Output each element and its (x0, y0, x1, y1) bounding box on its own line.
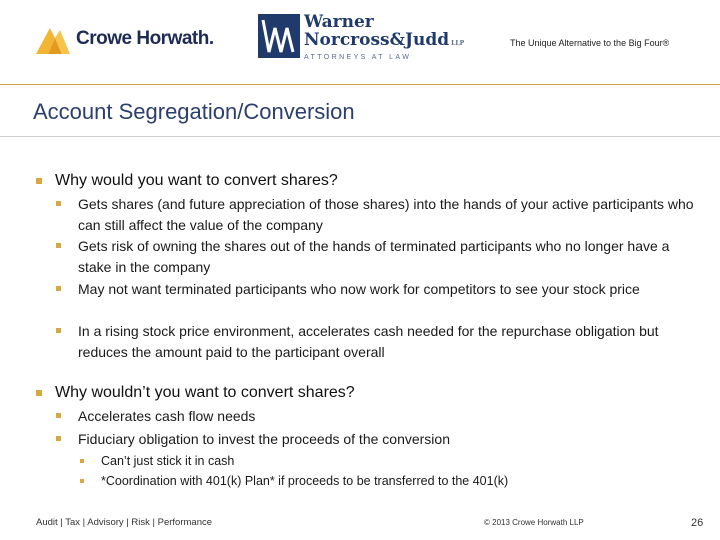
page-number: 26 (691, 517, 704, 529)
wnj-monogram-icon (258, 14, 300, 58)
wnj-logo-subtitle: ATTORNEYS AT LAW (304, 54, 412, 61)
list-item-text: Gets risk of owning the shares out of the hands of terminated participants who no longer have a stake in the company (78, 238, 670, 275)
section-heading-text: Why would you want to convert shares? (55, 172, 338, 189)
sub-list-item (80, 472, 680, 490)
bullet-square-icon (80, 459, 84, 463)
crowe-mountain-icon (36, 24, 70, 54)
header-divider (0, 84, 720, 85)
list-item-text: Accelerates cash flow needs (78, 408, 256, 424)
crowe-horwath-logo (36, 22, 214, 56)
bullet-square-icon (36, 178, 42, 184)
list-item-text: May not want terminated participants who now work for competitors to see your stock price (78, 281, 640, 297)
bullet-square-icon (56, 436, 61, 441)
list-item-text: In a rising stock price environment, accelerates cash needed for the repurchase obligation but reduces the amount paid to the participant overall (78, 323, 659, 360)
list-item (56, 321, 696, 362)
bullet-square-icon (56, 413, 61, 418)
footer-copyright: © 2013 Crowe Horwath LLP (484, 518, 584, 527)
section-heading (36, 384, 355, 402)
bullet-square-icon (56, 328, 61, 333)
sub-list-item-text: *Coordination with 401(k) Plan* if proceeds to be transferred to the 401(k) (101, 474, 509, 488)
wnj-logo-line1: Warner (304, 12, 374, 32)
footer-services: Audit | Tax | Advisory | Risk | Performance (36, 517, 213, 528)
list-item-text: Fiduciary obligation to invest the proceeds of the conversion (78, 431, 450, 447)
wnj-logo-line2: Norcross&Judd (304, 30, 450, 50)
list-item (56, 406, 696, 427)
section-heading-text: Why wouldn’t you want to convert shares? (55, 384, 355, 401)
list-item (56, 279, 696, 300)
crowe-logo-text: Crowe Horwath. (76, 28, 214, 49)
wnj-logo-llp: LLP (451, 40, 465, 47)
list-item (56, 429, 696, 450)
bullet-square-icon (80, 479, 84, 483)
header-tagline: The Unique Alternative to the Big Four® (510, 38, 670, 48)
slide-title: Account Segregation/Conversion (33, 99, 355, 124)
list-item (56, 236, 696, 277)
list-item-text: Gets shares (and future appreciation of those shares) into the hands of your active participants who can still affect the value of the company (78, 196, 694, 233)
sub-list-item (80, 452, 680, 470)
title-divider (0, 136, 720, 137)
warner-norcross-judd-logo (258, 14, 464, 62)
bullet-square-icon (56, 201, 61, 206)
section-heading (36, 172, 338, 190)
bullet-square-icon (56, 243, 61, 248)
list-item (56, 194, 696, 235)
bullet-square-icon (56, 286, 61, 291)
bullet-square-icon (36, 390, 42, 396)
sub-list-item-text: Can’t just stick it in cash (101, 454, 235, 468)
